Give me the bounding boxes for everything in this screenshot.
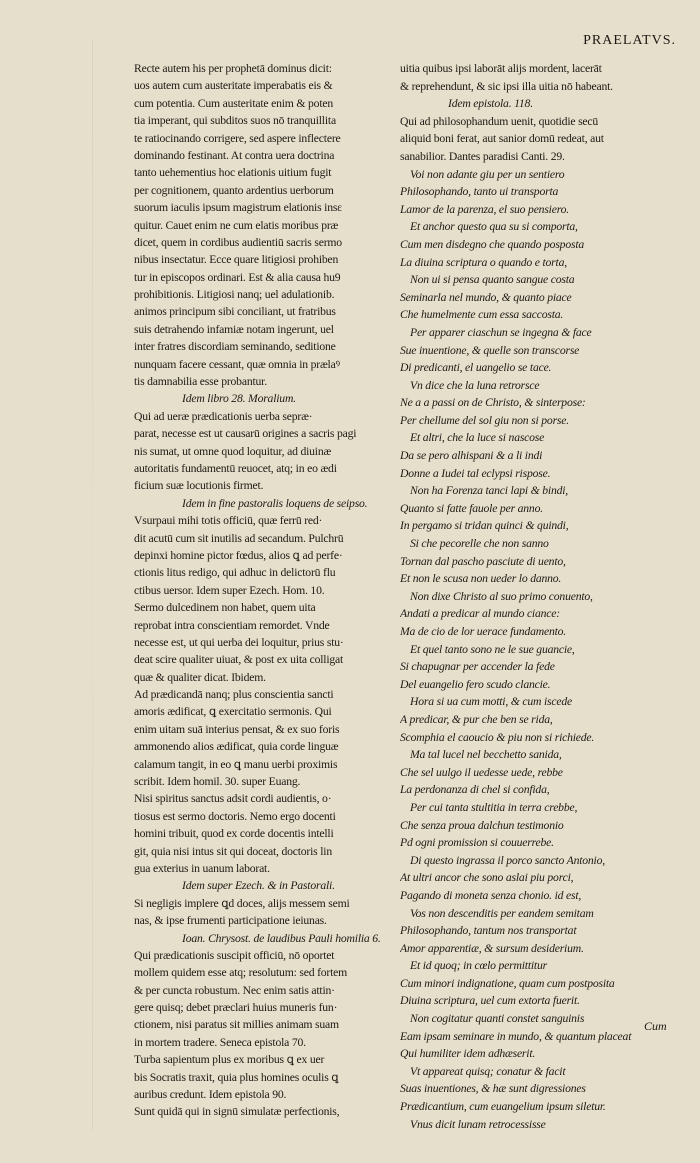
text-line: Non ha Forenza tanci lapi & bindi,	[410, 484, 569, 498]
text-line: aliquid boni ferat, aut sanior domū redeat, aut	[400, 132, 604, 146]
text-line: Si negligis implere ꝗd doces, alijs messem semi	[134, 896, 350, 910]
text-line: Vsurpaui mihi totis officiū, quæ ferrū red·	[134, 514, 323, 528]
text-line: Cum men disdegno che quando posposta	[400, 237, 585, 251]
text-line: animos principum sibi conciliant, ut fratribus	[134, 305, 336, 319]
text-line: prohibitionis. Litigiosi nanq; uel adulationib.	[134, 288, 335, 302]
text-line: Ma tal lucel nel becchetto sanida,	[410, 748, 562, 762]
text-line: Philosophando, tantum nos transportat	[400, 924, 577, 938]
text-line: Non ui si pensa quanto sangue costa	[410, 273, 575, 287]
text-line: Vos non descenditis per eandem semitam	[410, 906, 594, 920]
text-line: Idem in fine pastoralis loquens de seipso.	[182, 496, 368, 510]
text-line: Idem super Ezech. & in Pastorali.	[182, 879, 335, 893]
text-line: Et anchor questo qua su si comporta,	[410, 220, 578, 234]
text-line: Diuina scriptura, uel cum extorta fuerit.	[400, 994, 580, 1008]
text-line: Ma de cio de lor uerace fundamento.	[400, 625, 566, 638]
text-line: tiosus est sermo doctoris. Nemo ergo docenti	[134, 809, 336, 823]
text-line: nunquam facere cessant, quæ omnia in prælaꝰ	[134, 357, 340, 371]
text-line: Ne a a passi on de Christo, & sinterpose:	[400, 396, 586, 410]
text-line: bis Socratis traxit, quia plus homines oculis ꝗ	[134, 1070, 339, 1084]
text-line: Qui ad ueræ prædicationis uerba sepræ·	[134, 409, 313, 423]
text-line: mollem quidem esse atq; resolutum: sed fortem	[134, 966, 348, 980]
text-line: suorum iaculis ipsum magistrum elationis insε	[134, 201, 342, 215]
text-line: cum potentia. Cum austeritate enim & poten	[134, 96, 334, 110]
text-line: scribit. Idem homil. 30. super Euang.	[134, 775, 301, 789]
text-line: Scomphia el caoucio & piu non si richiede.	[400, 730, 595, 744]
running-header: PRAELATVS.	[583, 33, 676, 48]
text-line: Vnus dicit lunam retrocessisse	[410, 1117, 546, 1131]
text-line: Donne a Iudei tal eclypsi rispose.	[400, 466, 551, 480]
text-line: dicet, quem in cordibus audientiū sacris sermo	[134, 235, 342, 249]
text-line: ctibus uersor. Idem super Ezech. Hom. 10.	[134, 583, 325, 597]
text-line: Recte autem his per prophetā dominus dicit:	[134, 62, 332, 75]
text-line: amoris ædificat, ꝗ exercitatio sermonis. Qui	[134, 705, 332, 719]
text-line: nibus insectatur. Ecce quare litigiosi prohiben	[134, 253, 339, 267]
text-line: Seminarla nel mundo, & quanto piace	[400, 290, 572, 304]
text-line: tis damnabilia esse probantur.	[134, 375, 267, 389]
text-line: Per cui tanta stultitia in terra crebbe,	[410, 800, 578, 814]
text-line: deat scire qualiter uiuat, & post ex uita colligat	[134, 653, 344, 667]
page-gutter-shadow	[92, 40, 93, 1130]
text-line: Pagando di moneta senza chonio. id est,	[400, 888, 582, 902]
text-line: Per chellume del sol giu non si porse.	[400, 413, 569, 427]
text-line: nis sumat, ut omne quod loquitur, ad diuinæ	[134, 444, 332, 458]
right-column	[400, 60, 682, 1133]
text-line: La perdonanza di chel si confida,	[400, 783, 550, 797]
text-line: uitia quibus ipsi laborāt alijs mordent, lacerāt	[400, 62, 602, 75]
text-line: Ad prædicandā nanq; plus conscientia sancti	[134, 688, 334, 702]
text-line: tia imperant, qui subditos suos nō tranquillita	[134, 114, 336, 128]
text-line: Tornan dal pascho pasciute di uento,	[400, 554, 566, 568]
text-line: Nisi spiritus sanctus adsit cordi audientis, o·	[134, 792, 332, 806]
text-line: Sue inuentione, & quelle son transcorse	[400, 343, 580, 357]
text-line: Idem libro 28. Moralium.	[182, 392, 296, 406]
text-line: Lamor de la parenza, el suo pensiero.	[400, 202, 569, 216]
text-line: Si chapugnar per accender la fede	[400, 660, 555, 674]
text-line: A predicar, & pur che ben se rida,	[400, 712, 553, 726]
text-line: Philosophando, tanto ui transporta	[400, 185, 559, 199]
text-line: At ultri ancor che sono aslai piu porci,	[400, 871, 574, 885]
text-line: & per cuncta robustum. Nec enim satis attin·	[134, 983, 335, 997]
text-line: Quanto si fatte fauole per anno.	[400, 501, 543, 515]
left-column	[134, 60, 396, 1121]
catchword: Cum	[644, 1019, 667, 1033]
text-line: ctionis litus redigo, qui adhuc in delictorū flu	[134, 566, 336, 580]
text-line: in mortem tradere. Seneca epistola 70.	[134, 1035, 306, 1049]
text-line: Del euangelio fero scudo clancie.	[400, 677, 551, 691]
text-line: Sunt quidā qui in signū simulatæ perfectionis,	[134, 1105, 340, 1119]
text-line: ficium suæ locutionis firmet.	[134, 479, 264, 493]
text-line: Sermo dulcedinem non habet, quem uita	[134, 601, 316, 615]
text-line: git, quia nisi intus sit qui doceat, doctoris lin	[134, 844, 332, 858]
text-line: Cum minori indignatione, quam cum postposita	[400, 976, 615, 990]
text-line: Et id quoq; in cœlo permittitur	[410, 959, 547, 973]
text-line: inter fratres discordiam seminando, seditione	[134, 340, 336, 354]
text-line: ammonendo alios ædificat, quia corde linguæ	[134, 740, 339, 754]
text-line: uos autem cum austeritate imperabatis eis &	[134, 79, 333, 93]
text-line: homini tribuit, quod ex corde docentis intelli	[134, 827, 334, 841]
text-line: Da se pero alhispani & a li indi	[400, 449, 543, 463]
text-line: autoritatis fundamentū reuocet, atq; in eo ædi	[134, 461, 337, 475]
text-line: tanto uehementius hoc elationis uitium fugit	[134, 166, 332, 180]
text-line: tur in episcopos ordinari. Est & alia causa hu9	[134, 270, 341, 284]
text-line: Qui humiliter idem adhæserit.	[400, 1047, 536, 1061]
text-line: Hora si ua cum motti, & cum iscede	[410, 695, 572, 709]
text-line: Che senza proua dalchun testimonio	[400, 818, 564, 832]
text-line: Voi non adante giu per un sentiero	[410, 167, 565, 181]
text-line: Di predicanti, el uangelio se tace.	[400, 361, 552, 375]
text-line: suis detrahendo infamiæ notam ingerunt, uel	[134, 322, 334, 336]
text-line: parat, necesse est ut causarū origines a sacris pagi	[134, 427, 357, 441]
text-line: reprobat intra conscientiam remordet. Vnde	[134, 618, 330, 632]
text-line: Qui ad philosophandum uenit, quotidie secū	[400, 114, 599, 128]
text-line: Andati a predicar al mundo ciance:	[400, 607, 560, 621]
text-line: Ioan. Chrysost. de laudibus Pauli homilia 6.	[182, 931, 381, 945]
text-line: & reprehendunt, & sic ipsi illa uitia nō habeant.	[400, 79, 613, 93]
text-line: Non cogitatur quanti constet sanguinis	[410, 1012, 585, 1026]
text-line: Qui prædicationis suscipit officiū, nō oportet	[134, 948, 335, 962]
text-line: sanabilior. Dantes paradisi Canti. 29.	[400, 149, 565, 163]
text-line: quitur. Cauet enim ne cum elatis moribus præ	[134, 218, 339, 232]
text-line: per cognitionem, quanto ardentius uerborum	[134, 183, 334, 197]
text-line: Vn dice che la luna retrorsce	[410, 378, 540, 392]
text-line: Che humelmente cum essa saccosta.	[400, 308, 564, 322]
text-line: La diuina scriptura o quando e torta,	[400, 255, 567, 269]
text-line: Suas inuentiones, & hæ sunt digressiones	[400, 1082, 586, 1096]
text-line: ctionem, nisi paratus sit millies animam suam	[134, 1018, 339, 1032]
text-line: Si che pecorelle che non sanno	[410, 537, 549, 551]
text-line: dit acutū cum sit inutilis ad secandum. Pulchrū	[134, 531, 344, 545]
text-line: Pd ogni promission si couuerrebe.	[400, 836, 554, 850]
text-line: quæ & qualiter dicat. Ibidem.	[134, 670, 266, 684]
text-line: Non dixe Christo al suo primo conuento,	[410, 589, 593, 603]
text-line: te ratiocinando corrigere, sed aspere inflectere	[134, 131, 341, 145]
text-line: Et non le scusa non ueder lo danno.	[400, 572, 562, 586]
text-line: Et altri, che la luce si nascose	[410, 431, 545, 445]
text-line: Prædicantium, cum euangelium ipsum siletur.	[400, 1100, 606, 1114]
text-line: Idem epistola. 118.	[448, 97, 533, 111]
text-line: Per apparer ciaschun se ingegna & face	[410, 325, 592, 339]
text-line: Amor apparentiæ, & sursum desiderium.	[400, 941, 584, 955]
text-line: necesse est, ut qui uerba dei loquitur, prius stu·	[134, 635, 344, 649]
text-line: Eam ipsam seminare in mundo, & quantum placeat	[400, 1029, 632, 1043]
text-line: calamum tangit, in eo ꝗ manu uerbi proximis	[134, 757, 338, 771]
text-line: Vt appareat quisq; conatur & facit	[410, 1064, 566, 1078]
text-line: Et quel tanto sono ne le sue guancie,	[410, 642, 575, 656]
text-line: Di questo ingrassa il porco sancto Antonio,	[410, 853, 605, 867]
text-line: Turba sapientum plus ex moribus ꝗ ex uer	[134, 1053, 325, 1067]
text-line: gua exterius in uanum laborat.	[134, 861, 270, 875]
text-line: enim uitam suā interius pensat, & ex suo foris	[134, 722, 340, 736]
text-line: auribus credunt. Idem epistola 90.	[134, 1088, 287, 1102]
text-line: In pergamo si tridan quinci & quindi,	[400, 519, 569, 533]
text-line: gere quisq; debet præclari huius muneris fun·	[134, 1001, 338, 1015]
text-line: nas, & ipse frumenti participatione ieiunas.	[134, 914, 327, 928]
text-line: dominando festinant. At contra uera doctrina	[134, 148, 335, 162]
text-line: depinxi homine pictor fœdus, alios ꝗ ad perfe·	[134, 548, 343, 562]
text-line: Che sel uulgo il uedesse uede, rebbe	[400, 765, 563, 779]
